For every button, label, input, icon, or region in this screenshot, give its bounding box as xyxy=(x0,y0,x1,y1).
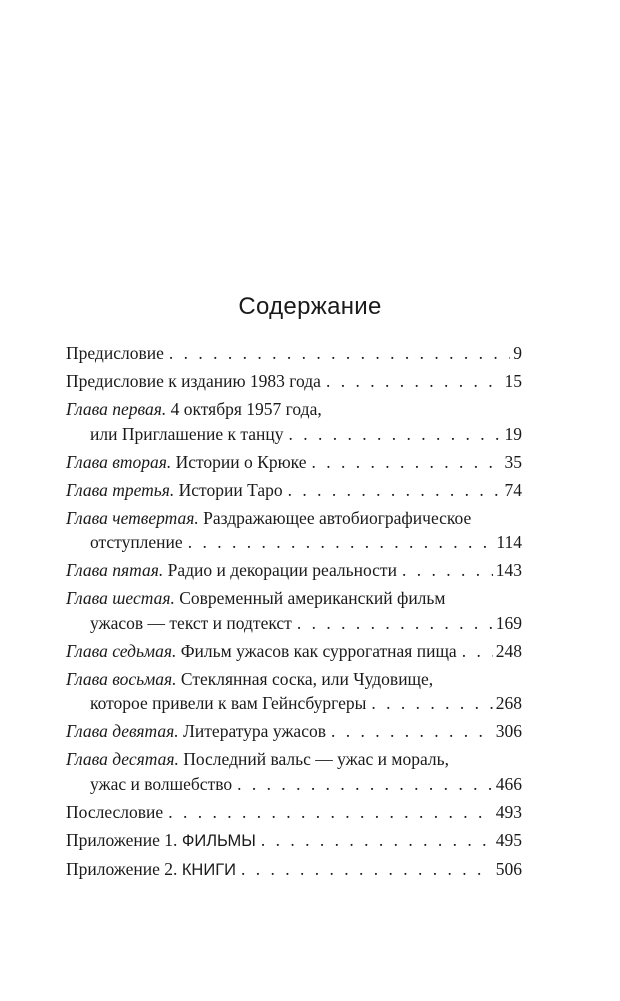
page-number: 466 xyxy=(495,773,522,794)
entry-title-caps: ФИЛЬМЫ xyxy=(181,831,256,850)
dot-leader xyxy=(331,719,493,744)
entry-title-continued: или Приглашение к танцу xyxy=(90,423,284,444)
page-number: 493 xyxy=(495,801,522,822)
entry-title: Истории о Крюке xyxy=(171,451,307,472)
toc-entry-afterword[interactable] xyxy=(66,800,522,825)
table-of-contents xyxy=(66,341,522,886)
toc-entry-appendix-1[interactable] xyxy=(66,828,522,854)
dot-leader xyxy=(237,772,493,797)
dot-leader xyxy=(462,639,493,664)
page-number: 15 xyxy=(504,371,522,391)
toc-entry-chapter-2[interactable] xyxy=(66,450,522,475)
toc-entry-chapter-9[interactable] xyxy=(66,719,522,744)
dot-leader xyxy=(188,530,494,555)
chapter-label: Глава девятая. xyxy=(66,721,179,741)
entry-title: Последний вальс — ужас и мораль, xyxy=(178,749,449,769)
chapter-label: Глава первая. xyxy=(66,399,167,419)
entry-title: Послесловие xyxy=(66,801,164,822)
toc-entry-chapter-7[interactable] xyxy=(66,639,522,664)
entry-title-continued: ужасов — текст и подтекст xyxy=(90,612,292,633)
entry-title: Предисловие xyxy=(66,343,164,363)
toc-entry-preface[interactable] xyxy=(66,341,522,366)
entry-title: Предисловие к изданию 1983 года xyxy=(66,371,321,391)
page-number: 268 xyxy=(495,693,522,713)
chapter-label: Глава четвертая. xyxy=(66,507,199,528)
page-number: 306 xyxy=(495,721,522,741)
chapter-label: Глава шестая. xyxy=(66,588,175,608)
toc-entry-chapter-10[interactable] xyxy=(66,747,522,796)
entry-title: Раздражающее автобиографическое xyxy=(198,507,472,528)
entry-title-continued: которое привели к вам Гейнсбургеры xyxy=(90,693,367,713)
toc-entry-appendix-2[interactable] xyxy=(66,857,522,883)
toc-entry-preface-1983[interactable] xyxy=(66,369,522,394)
entry-title: 4 октября 1957 года, xyxy=(166,399,322,419)
entry-title: Приложение 2. xyxy=(66,858,182,879)
toc-entry-chapter-4[interactable] xyxy=(66,506,522,555)
toc-entry-chapter-1[interactable] xyxy=(66,397,522,446)
dot-leader xyxy=(371,691,492,716)
page-number: 143 xyxy=(495,560,522,580)
chapter-label: Глава вторая. xyxy=(66,451,172,472)
chapter-label: Глава седьмая. xyxy=(66,640,177,661)
dot-leader xyxy=(311,450,501,475)
toc-entry-chapter-3[interactable] xyxy=(66,478,522,503)
page-number: 35 xyxy=(504,451,522,472)
dot-leader xyxy=(168,800,493,825)
entry-title: Приложение 1. xyxy=(66,829,182,850)
toc-entry-chapter-8[interactable] xyxy=(66,667,522,716)
entry-title-continued: ужас и волшебство xyxy=(90,773,233,794)
dot-leader xyxy=(169,341,510,366)
dot-leader xyxy=(402,558,493,583)
page-number: 74 xyxy=(504,479,522,500)
entry-title: Стеклянная соска, или Чудовище, xyxy=(176,668,434,689)
dot-leader xyxy=(297,611,493,636)
page-number: 19 xyxy=(504,423,522,444)
dot-leader xyxy=(288,478,502,503)
chapter-label: Глава десятая. xyxy=(66,749,179,769)
entry-title: Фильм ужасов как суррогатная пища xyxy=(176,640,457,661)
entry-title-caps: КНИГИ xyxy=(181,860,236,879)
page-title: Содержание xyxy=(238,293,382,320)
entry-title-continued: отступление xyxy=(90,532,183,552)
dot-leader xyxy=(241,857,493,882)
chapter-label: Глава восьмая. xyxy=(66,668,177,689)
page-number: 9 xyxy=(513,343,522,363)
entry-title: Литература ужасов xyxy=(178,721,326,741)
entry-title: Истории Таро xyxy=(174,479,283,500)
page-number: 495 xyxy=(495,829,522,850)
entry-title: Современный американский фильм xyxy=(174,588,446,608)
dot-leader xyxy=(261,828,493,853)
page-number: 506 xyxy=(495,858,522,879)
chapter-label: Глава третья. xyxy=(66,479,175,500)
page-number: 169 xyxy=(495,612,522,633)
toc-entry-chapter-5[interactable] xyxy=(66,558,522,583)
page-number: 114 xyxy=(496,532,522,552)
chapter-label: Глава пятая. xyxy=(66,560,164,580)
dot-leader xyxy=(326,369,502,394)
page-number: 248 xyxy=(495,640,522,661)
dot-leader xyxy=(288,422,501,447)
toc-entry-chapter-6[interactable] xyxy=(66,586,522,635)
entry-title: Радио и декорации реальности xyxy=(163,560,397,580)
